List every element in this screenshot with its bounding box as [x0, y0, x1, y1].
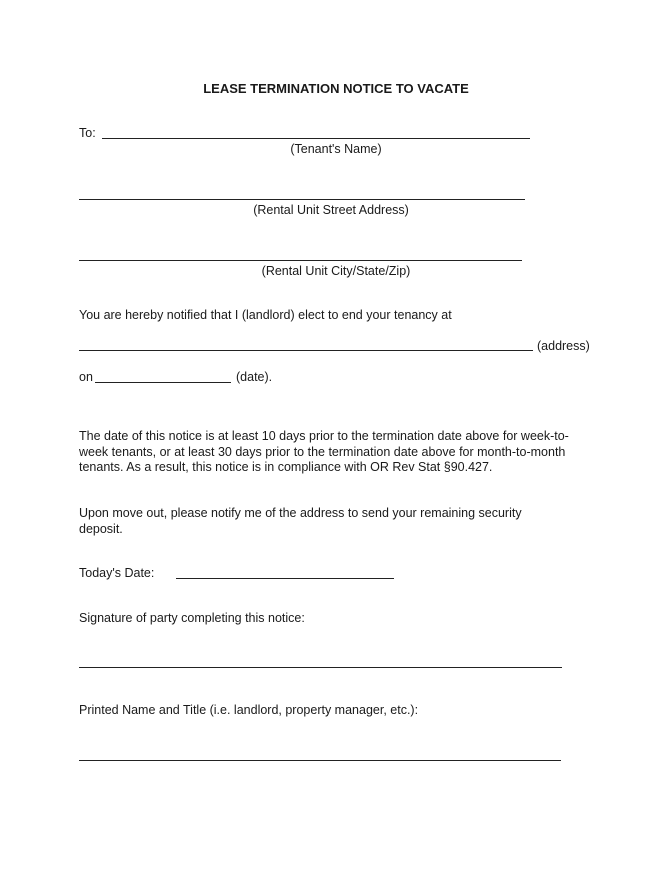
to-label: To:	[79, 126, 96, 140]
on-label: on	[79, 370, 93, 384]
termination-date-line[interactable]	[95, 382, 231, 383]
city-state-zip-line[interactable]	[79, 260, 522, 261]
notice-intro-text: You are hereby notified that I (landlord) elect to end your tenancy at	[79, 308, 452, 322]
city-state-zip-caption: (Rental Unit City/State/Zip)	[261, 264, 411, 278]
signature-line[interactable]	[79, 667, 562, 668]
todays-date-label: Today's Date:	[79, 566, 155, 580]
printed-name-label: Printed Name and Title (i.e. landlord, property manager, etc.):	[79, 703, 419, 717]
move-out-paragraph: Upon move out, please notify me of the address to send your remaining security deposit.	[79, 506, 522, 536]
compliance-paragraph: The date of this notice is at least 10 days prior to the termination date above for week-to-week tenants, or at least 30 days prior to the termination date above for month-to-month tenants. As a result, this notice is in compliance with OR Rev Stat §90.427.	[79, 429, 569, 474]
tenant-name-caption: (Tenant's Name)	[290, 142, 382, 156]
address-caption: (address)	[537, 339, 590, 353]
date-caption: (date).	[236, 370, 273, 384]
street-address-line[interactable]	[79, 199, 525, 200]
todays-date-line[interactable]	[176, 578, 394, 579]
tenant-name-line[interactable]	[102, 138, 530, 139]
tenancy-address-line[interactable]	[79, 350, 533, 351]
street-address-caption: (Rental Unit Street Address)	[253, 203, 409, 217]
signature-label: Signature of party completing this notice:	[79, 611, 305, 625]
document-title: LEASE TERMINATION NOTICE TO VACATE	[203, 81, 469, 96]
printed-name-line[interactable]	[79, 760, 561, 761]
